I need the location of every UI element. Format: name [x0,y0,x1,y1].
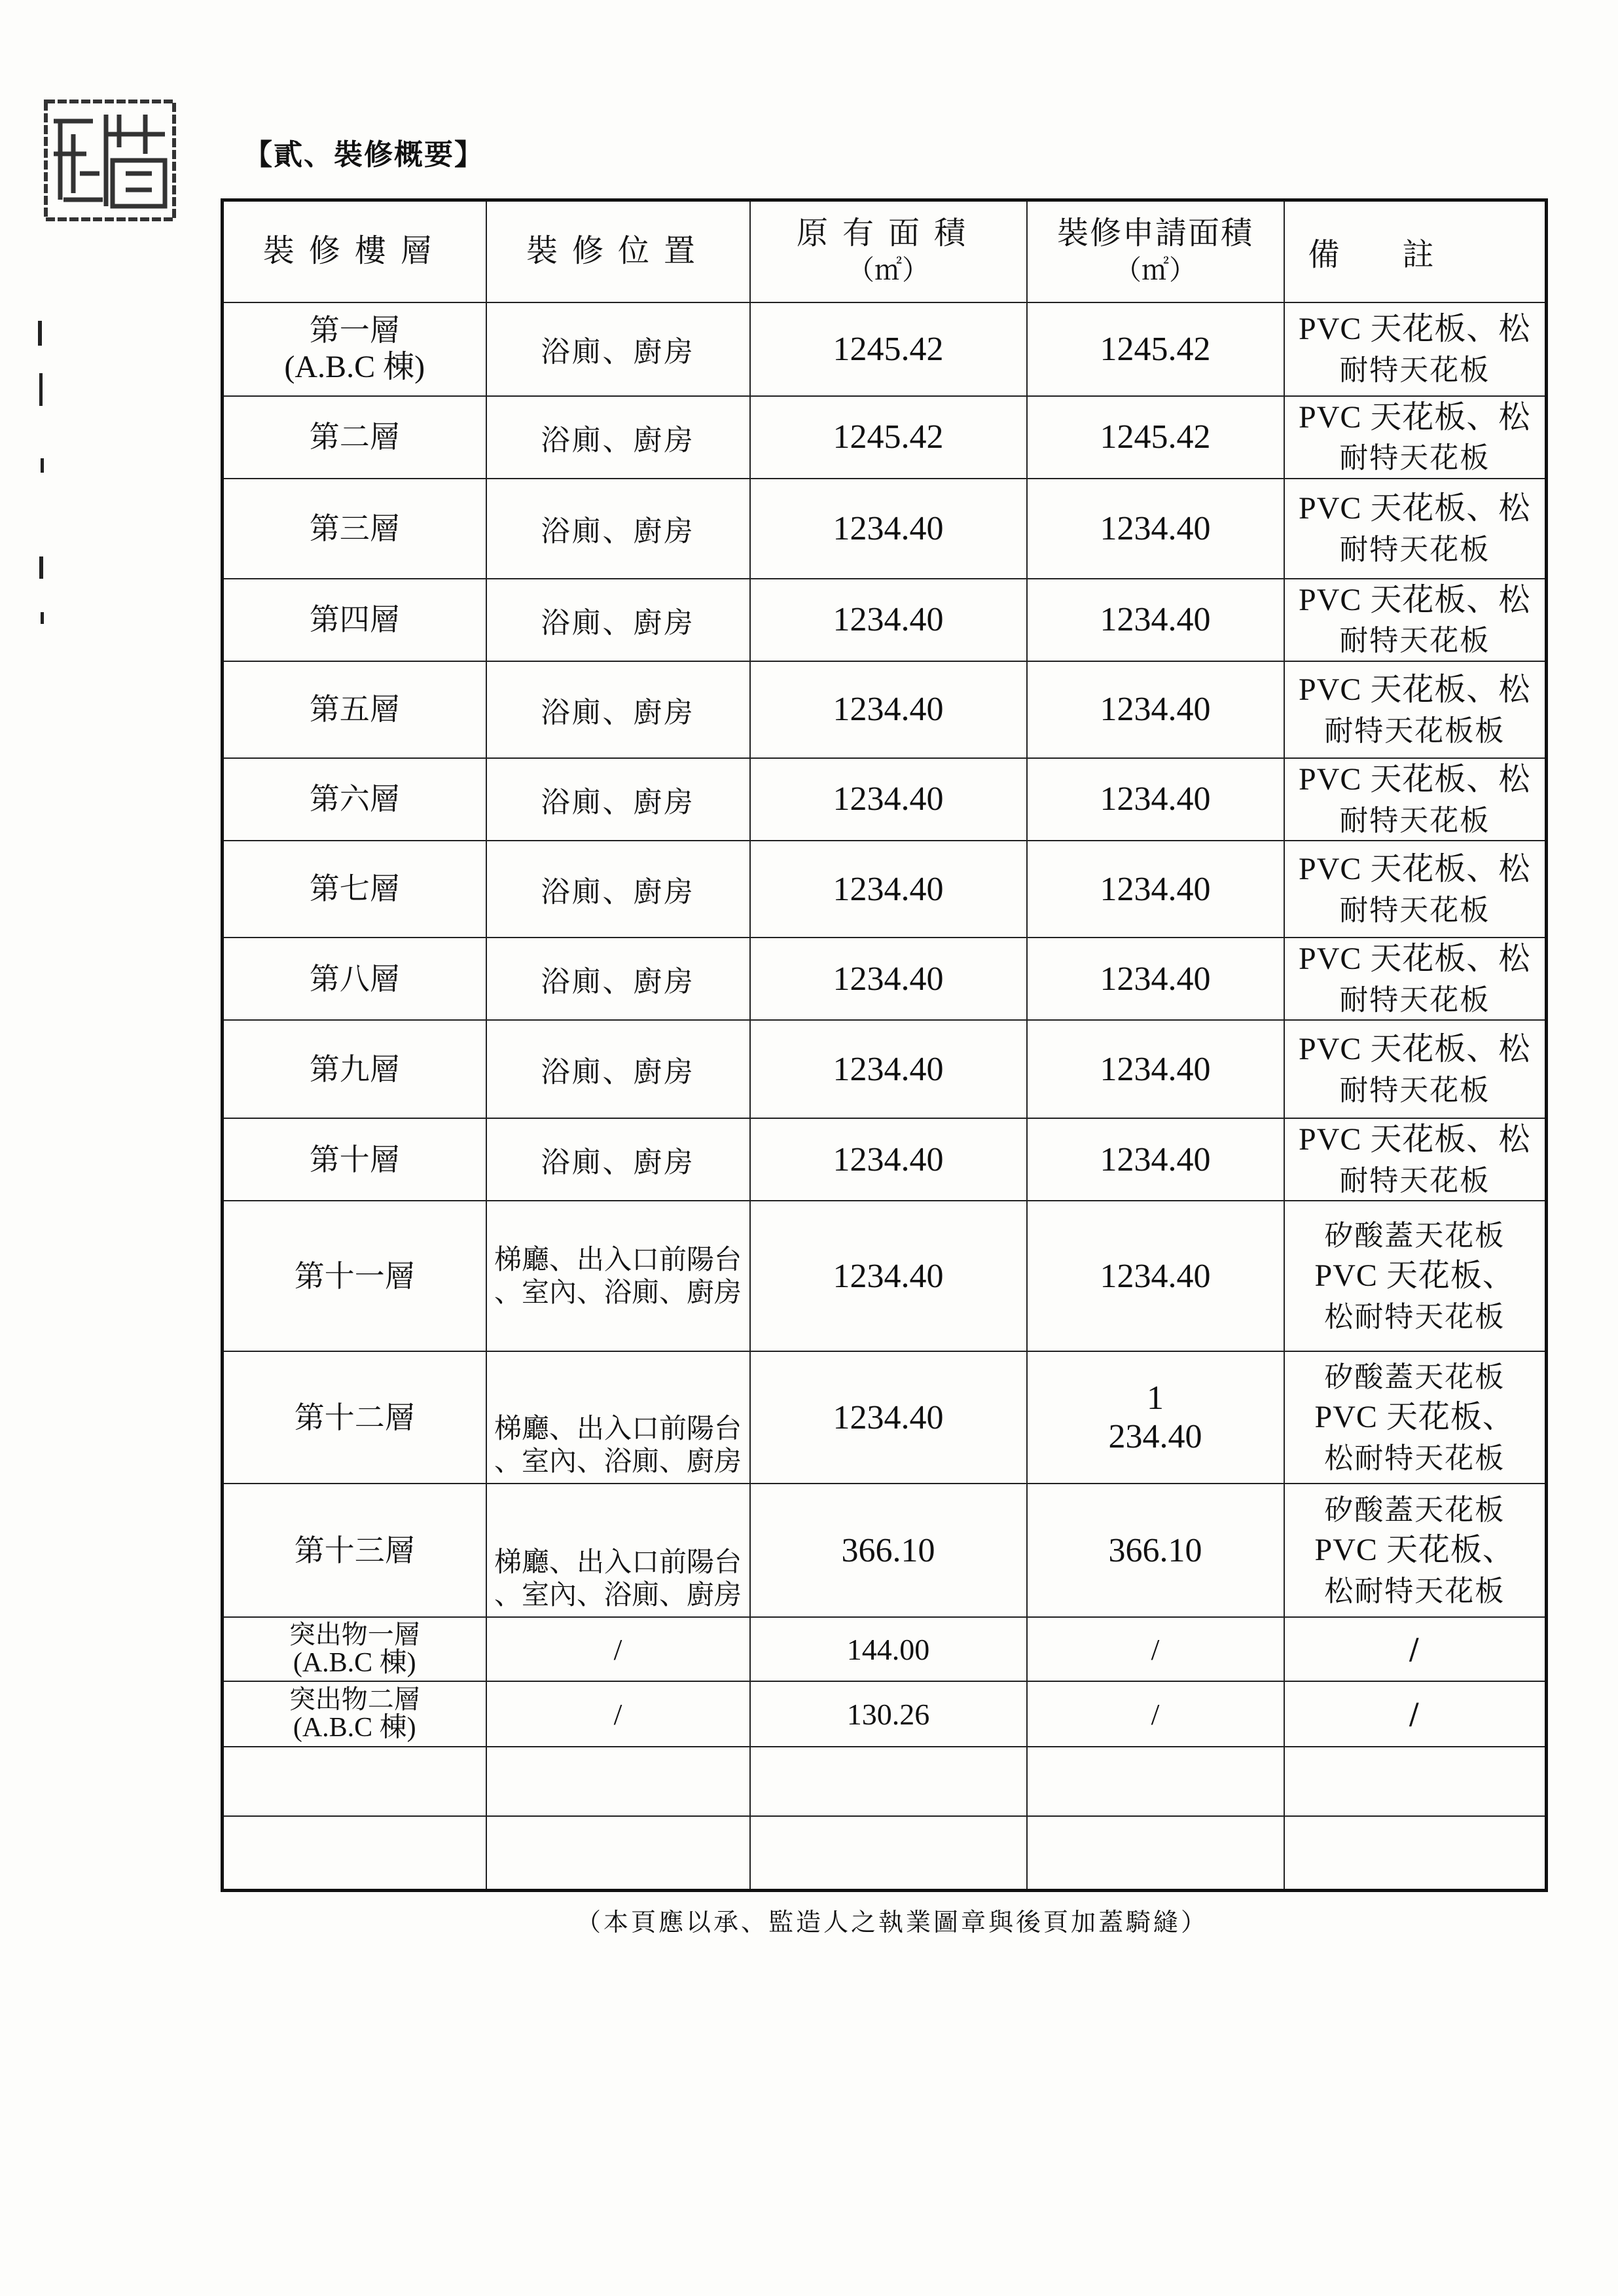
original-area-cell: 1245.42 [750,396,1027,479]
applied-area-cell: 1234.40 [1027,938,1284,1020]
table-row [223,1617,1547,1681]
position-cell: 浴廁、廚房 [486,841,750,938]
floor-cell: 第八層 [223,938,486,1020]
empty-cell [1027,1816,1284,1890]
header-position: 裝修位置 [486,200,750,302]
applied-area-cell: 1234.40 [1027,661,1284,758]
scan-mark [39,373,43,406]
table-row [223,661,1547,758]
empty-cell [750,1747,1027,1816]
position-cell: 浴廁、廚房 [486,1020,750,1118]
table-row [223,841,1547,938]
applied-area-cell: 1 234.40 [1027,1351,1284,1484]
floor-cell: 第九層 [223,1020,486,1118]
header-applied-area: 裝修申請面積 （㎡） [1027,200,1284,302]
floor-cell: 突出物二層 (A.B.C 棟) [223,1681,486,1747]
applied-area-cell: 1234.40 [1027,479,1284,579]
original-area-cell: 1234.40 [750,841,1027,938]
scan-mark [39,556,43,579]
original-area-cell: 1245.42 [750,302,1027,396]
applied-area-cell: / [1027,1681,1284,1747]
position-cell: 浴廁、廚房 [486,302,750,396]
table-row [223,1351,1547,1484]
empty-cell [750,1816,1027,1890]
applied-area-cell: 1234.40 [1027,758,1284,841]
floor-cell: 第七層 [223,841,486,938]
table-row [223,396,1547,479]
empty-cell [1284,1816,1547,1890]
applied-area-cell: 1245.42 [1027,396,1284,479]
position-cell: / [486,1617,750,1681]
header-floor: 裝修樓層 [223,200,486,302]
empty-row [223,1747,1547,1816]
table-row [223,758,1547,841]
position-cell: 浴廁、廚房 [486,396,750,479]
table-row [223,1681,1547,1747]
header-remarks: 備 註 [1284,200,1547,302]
remarks-cell: PVC 天花板、松 耐特天花板 [1284,302,1547,396]
position-cell: / [486,1681,750,1747]
original-area-cell: 1234.40 [750,938,1027,1020]
position-cell: 浴廁、廚房 [486,479,750,579]
table-row [223,1484,1547,1617]
position-cell: 浴廁、廚房 [486,579,750,661]
table-row [223,1020,1547,1118]
empty-cell [486,1747,750,1816]
original-area-cell: 1234.40 [750,579,1027,661]
original-area-cell: 366.10 [750,1484,1027,1617]
floor-cell: 第三層 [223,479,486,579]
renovation-summary-table [221,198,1548,1892]
applied-area-cell: 366.10 [1027,1484,1284,1617]
position-cell: 浴廁、廚房 [486,758,750,841]
empty-cell [223,1747,486,1816]
table-header-row [223,200,1547,302]
seal-stamp [41,95,181,226]
applied-area-cell: 1245.42 [1027,302,1284,396]
remarks-cell: PVC 天花板、松 耐特天花板 [1284,1020,1547,1118]
applied-area-cell: 1234.40 [1027,841,1284,938]
applied-area-cell: 1234.40 [1027,1020,1284,1118]
remarks-cell: 矽酸蓋天花板 PVC 天花板、 松耐特天花板 [1284,1351,1547,1484]
remarks-cell: PVC 天花板、松 耐特天花板 [1284,841,1547,938]
original-area-cell: 1234.40 [750,758,1027,841]
original-area-cell: 1234.40 [750,1351,1027,1484]
remarks-cell: PVC 天花板、松 耐特天花板板 [1284,661,1547,758]
floor-cell: 第五層 [223,661,486,758]
remarks-cell: PVC 天花板、松 耐特天花板 [1284,758,1547,841]
floor-cell: 第十二層 [223,1351,486,1484]
position-cell: 浴廁、廚房 [486,1118,750,1201]
remarks-cell: 矽酸蓋天花板 PVC 天花板、 松耐特天花板 [1284,1484,1547,1617]
remarks-cell: PVC 天花板、松 耐特天花板 [1284,938,1547,1020]
empty-cell [223,1816,486,1890]
scan-mark [41,612,44,624]
table-row [223,1118,1547,1201]
applied-area-cell: 1234.40 [1027,1118,1284,1201]
original-area-cell: 1234.40 [750,1118,1027,1201]
original-area-cell: 1234.40 [750,1020,1027,1118]
floor-cell: 突出物一層 (A.B.C 棟) [223,1617,486,1681]
table-row [223,479,1547,579]
header-original-area: 原有面積 （㎡） [750,200,1027,302]
original-area-cell: 1234.40 [750,479,1027,579]
empty-cell [1027,1747,1284,1816]
position-cell: 浴廁、廚房 [486,938,750,1020]
applied-area-cell: 1234.40 [1027,579,1284,661]
position-cell: 梯廳、出入口前陽台 、室內、浴廁、廚房 [486,1351,750,1484]
original-area-cell: 1234.40 [750,1201,1027,1351]
footnote: （本頁應以承、監造人之執業圖章與後頁加蓋騎縫） [576,1908,1209,1937]
remarks-cell: PVC 天花板、松 耐特天花板 [1284,579,1547,661]
floor-cell: 第二層 [223,396,486,479]
original-area-cell: 1234.40 [750,661,1027,758]
applied-area-cell: 1234.40 [1027,1201,1284,1351]
position-cell: 梯廳、出入口前陽台 、室內、浴廁、廚房 [486,1201,750,1351]
floor-cell: 第十層 [223,1118,486,1201]
scan-mark [41,458,44,473]
remarks-cell: 矽酸蓋天花板 PVC 天花板、 松耐特天花板 [1284,1201,1547,1351]
empty-row [223,1816,1547,1890]
section-title: 【貳、裝修概要】 [243,138,484,172]
remarks-cell: / [1284,1617,1547,1681]
scan-mark [38,321,42,346]
table-row [223,938,1547,1020]
remarks-cell: / [1284,1681,1547,1747]
table-row [223,302,1547,396]
floor-cell: 第十一層 [223,1201,486,1351]
remarks-cell: PVC 天花板、松 耐特天花板 [1284,1118,1547,1201]
empty-cell [486,1816,750,1890]
table-row [223,579,1547,661]
floor-cell: 第六層 [223,758,486,841]
original-area-cell: 144.00 [750,1617,1027,1681]
table-row [223,1201,1547,1351]
empty-cell [1284,1747,1547,1816]
floor-cell: 第四層 [223,579,486,661]
floor-cell: 第一層 (A.B.C 棟) [223,302,486,396]
floor-cell: 第十三層 [223,1484,486,1617]
position-cell: 梯廳、出入口前陽台 、室內、浴廁、廚房 [486,1484,750,1617]
remarks-cell: PVC 天花板、松 耐特天花板 [1284,479,1547,579]
applied-area-cell: / [1027,1617,1284,1681]
position-cell: 浴廁、廚房 [486,661,750,758]
remarks-cell: PVC 天花板、松 耐特天花板 [1284,396,1547,479]
original-area-cell: 130.26 [750,1681,1027,1747]
